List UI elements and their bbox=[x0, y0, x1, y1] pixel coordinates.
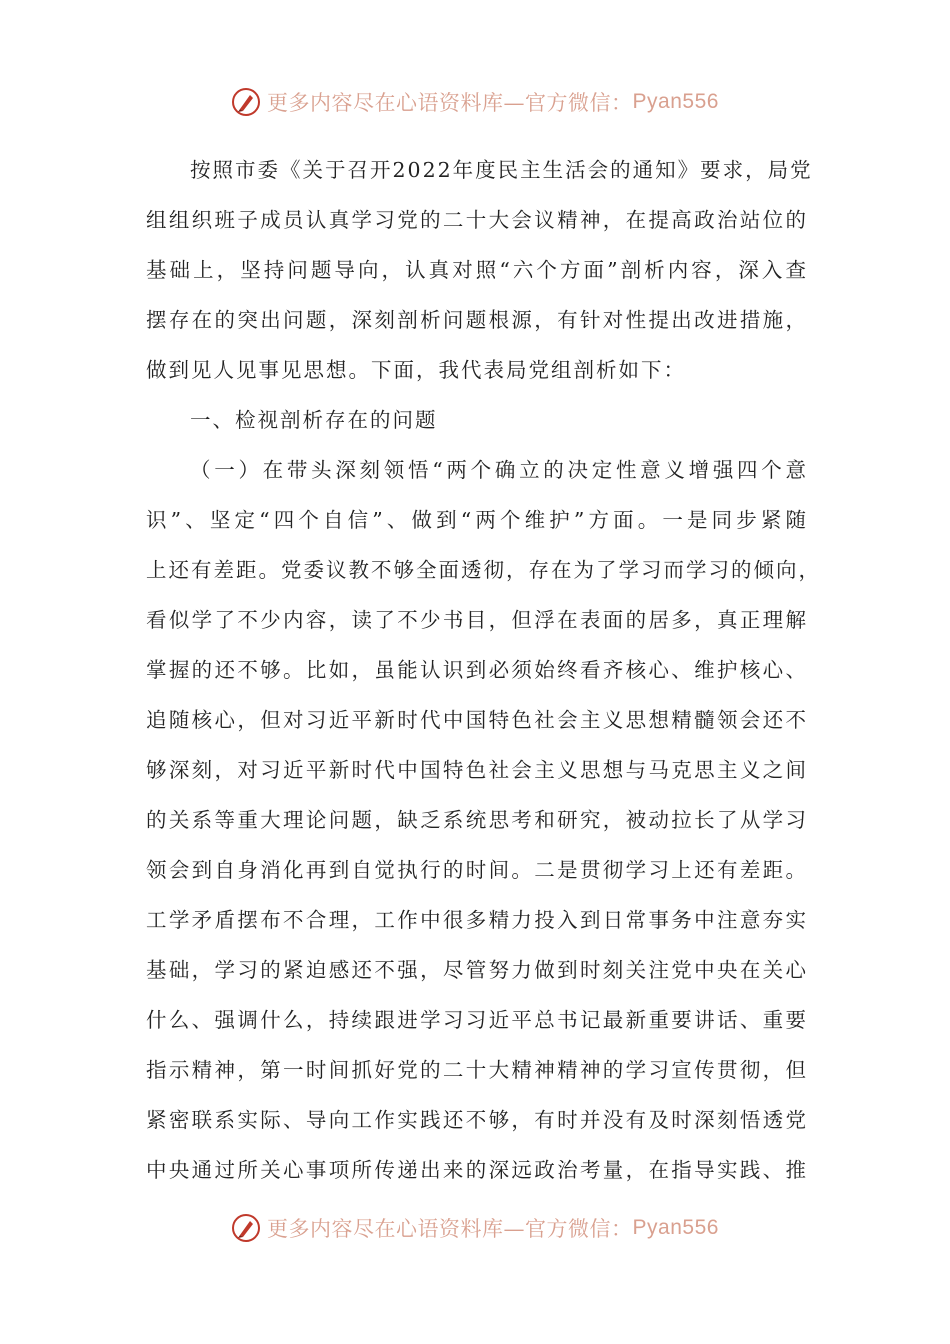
watermark-code: Pyan556 bbox=[632, 1216, 719, 1239]
text-line: （一）在带头深刻领悟“两个确立的决定性意义增强四个意 bbox=[190, 458, 808, 482]
text-line: 基础，学习的紧迫感还不强，尽管努力做到时刻关注党中央在关心 bbox=[146, 958, 808, 982]
text-line: 做到见人见事见思想。下面，我代表局党组剖析如下： bbox=[146, 358, 686, 382]
text-line: 中央通过所关心事项所传递出来的深远政治考量，在指导实践、推 bbox=[146, 1158, 808, 1182]
paragraph-intro bbox=[146, 145, 813, 395]
text-line: 的关系等重大理论问题，缺乏系统思考和研究，被动拉长了从学习 bbox=[146, 808, 808, 832]
heading-line: 一、检视剖析存在的问题 bbox=[190, 408, 438, 432]
text-line: 按照市委《关于召开2022年度民主生活会的通知》要求，局党 bbox=[190, 158, 813, 182]
text-line: 什么、强调什么，持续跟进学习习近平总书记最新重要讲话、重要 bbox=[146, 1008, 808, 1032]
text-line: 指示精神，第一时间抓好党的二十大精神精神的学习宣传贯彻，但 bbox=[146, 1058, 808, 1082]
pen-nib-logo-icon bbox=[231, 87, 261, 117]
text-line: 摆存在的突出问题，深刻剖析问题根源，有针对性提出改进措施， bbox=[146, 308, 808, 332]
text-line: 工学矛盾摆布不合理，工作中很多精力投入到日常事务中注意夯实 bbox=[146, 908, 808, 932]
watermark-banner-top bbox=[0, 82, 950, 122]
pen-nib-logo-icon bbox=[231, 1213, 261, 1243]
watermark-text: 更多内容尽在心语资料库—官方微信： bbox=[267, 1217, 633, 1241]
paragraph-section-1 bbox=[146, 445, 821, 1195]
text-line: 紧密联系实际、导向工作实践还不够，有时并没有及时深刻悟透党 bbox=[146, 1108, 808, 1132]
text-line: 识”、坚定“四个自信”、做到“两个维护”方面。一是同步紧随 bbox=[146, 508, 808, 532]
document-body bbox=[146, 145, 821, 1195]
text-line: 领会到自身消化再到自觉执行的时间。二是贯彻学习上还有差距。 bbox=[146, 858, 808, 882]
text-line: 够深刻，对习近平新时代中国特色社会主义思想与马克思主义之间 bbox=[146, 758, 808, 782]
watermark-code: Pyan556 bbox=[632, 90, 719, 113]
watermark-banner-bottom bbox=[0, 1208, 950, 1248]
watermark-text: 更多内容尽在心语资料库—官方微信： bbox=[267, 91, 633, 115]
text-line: 看似学了不少内容，读了不少书目，但浮在表面的居多，真正理解 bbox=[146, 608, 808, 632]
text-line: 组组织班子成员认真学习党的二十大会议精神，在提高政治站位的 bbox=[146, 208, 808, 232]
section-heading bbox=[146, 395, 808, 445]
text-line: 掌握的还不够。比如，虽能认识到必须始终看齐核心、维护核心、 bbox=[146, 658, 808, 682]
text-line: 上还有差距。党委议教不够全面透彻，存在为了学习而学习的倾向， bbox=[146, 558, 821, 582]
text-line: 追随核心，但对习近平新时代中国特色社会主义思想精髓领会还不 bbox=[146, 708, 808, 732]
text-line: 基础上，坚持问题导向，认真对照“六个方面”剖析内容，深入查 bbox=[146, 258, 808, 282]
